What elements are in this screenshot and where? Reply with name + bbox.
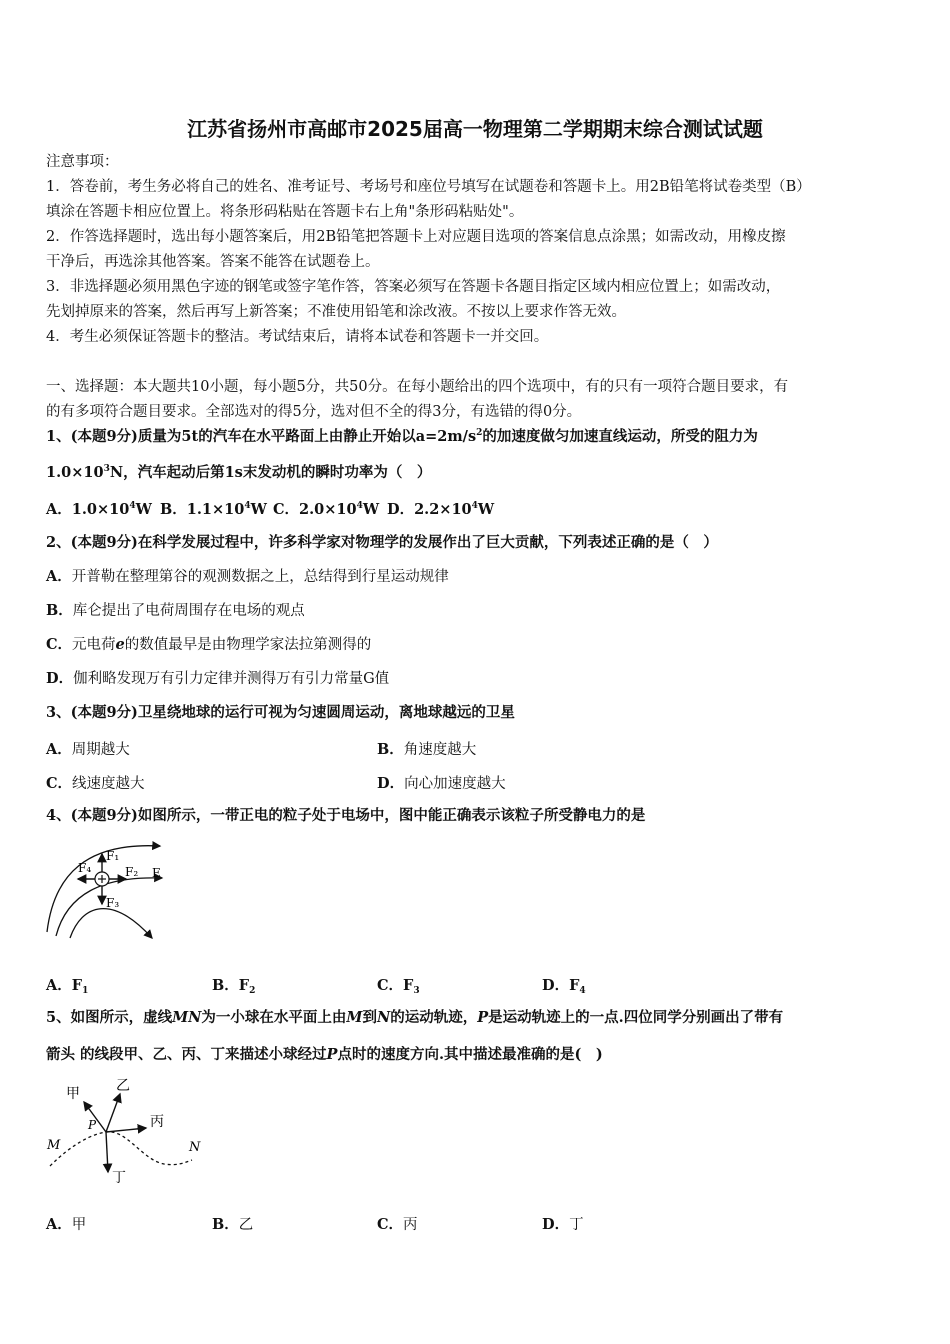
- question-5-stem-line2: 箭头 的线段甲、乙、丙、丁来描述小球经过P点时的速度方向.其中描述最准确的是( ): [46, 1046, 603, 1063]
- notice-line: 干净后，再选涂其他答案。答案不能答在试题卷上。: [46, 254, 380, 270]
- question-3-stem: 3、(本题9分)卫星绕地球的运行可视为匀速圆周运动，离地球越远的卫星: [46, 704, 515, 721]
- notice-line: 先划掉原来的答案，然后再写上新答案；不准使用铅笔和涂改液。不按以上要求作答无效。: [46, 304, 626, 320]
- question-4-option-d[interactable]: D．$F_4$: [542, 977, 586, 996]
- question-2-option-d[interactable]: D．伽利略发现万有引力定律并测得万有引力常量G值: [46, 670, 390, 687]
- question-3-option-c[interactable]: C．线速度越大: [46, 775, 145, 792]
- notice-line: 2．作答选择题时，选出每小题答案后，用2B铅笔把答题卡上对应题目选项的答案信息点涂黑；如需改动，用橡皮擦: [46, 229, 786, 245]
- label-m: M: [47, 1138, 61, 1153]
- field-line: [70, 909, 152, 938]
- field-line: [47, 846, 160, 932]
- arrow-bing: [106, 1128, 146, 1132]
- trajectory-curve: [50, 1132, 192, 1166]
- label-f4: F₄: [78, 861, 92, 875]
- question-5-stem: 5、如图所示，虚线MN为一小球在水平面上由M到N的运动轨迹，P是运动轨迹上的一点.四位同学分别画出了带有: [46, 1009, 784, 1026]
- question-1-option-a[interactable]: A．$1.0\times 10^4W$: [46, 501, 152, 518]
- question-4-option-b[interactable]: B．$F_2$: [212, 977, 256, 996]
- label-p: P: [88, 1118, 97, 1132]
- label-n: N: [189, 1140, 201, 1155]
- question-4-stem: 4、(本题9分)如图所示，一带正电的粒子处于电场中，图中能正确表示该粒子所受静电力的是: [46, 807, 646, 824]
- electric-field-figure: [42, 834, 172, 944]
- question-3-option-a[interactable]: A．周期越大: [46, 741, 130, 758]
- label-f3: F₃: [106, 896, 120, 910]
- question-5-option-c[interactable]: C．丙: [377, 1216, 418, 1233]
- question-5-option-a[interactable]: A．甲: [46, 1216, 87, 1233]
- question-2-option-a[interactable]: A．开普勒在整理第谷的观测数据之上，总结得到行星运动规律: [46, 568, 449, 585]
- question-4-option-c[interactable]: C．$F_3$: [377, 977, 420, 996]
- label-e: E: [152, 866, 161, 880]
- question-4-option-a[interactable]: A．$F_1$: [46, 977, 89, 996]
- notice-heading: 注意事项：: [46, 154, 119, 170]
- label-f1: F₁: [106, 849, 120, 863]
- notice-line: 3．非选择题必须用黑色字迹的钢笔或签字笔作答，答案必须写在答题卡各题目指定区域内相应位置上；如需改动，: [46, 279, 781, 295]
- trajectory-figure: [42, 1074, 212, 1189]
- label-ding: 丁: [112, 1170, 126, 1186]
- label-jia: 甲: [66, 1086, 80, 1102]
- question-3-option-d[interactable]: D．向心加速度越大: [377, 775, 506, 792]
- page-title: 江苏省扬州市高邮市2025届高一物理第二学期期末综合测试试题: [187, 117, 763, 141]
- section-instruction: 的有多项符合题目要求。全部选对的得5分，选对但不全的得3分，有选错的得0分。: [46, 404, 582, 420]
- question-2-stem: 2、(本题9分)在科学发展过程中，许多科学家对物理学的发展作出了巨大贡献，下列表述正确的是（ ）: [46, 534, 718, 551]
- notice-line: 4．考生必须保证答题卡的整洁。考试结束后，请将本试卷和答题卡一并交回。: [46, 329, 549, 345]
- label-bing: 丙: [150, 1114, 164, 1130]
- question-5-option-b[interactable]: B．乙: [212, 1216, 254, 1233]
- question-5-option-d[interactable]: D．丁: [542, 1216, 584, 1233]
- question-1-option-b[interactable]: B．$1.1\times 10^4W$: [160, 501, 267, 518]
- question-1-option-c[interactable]: C．$2.0\times 10^4W$: [273, 501, 380, 518]
- question-3-option-b[interactable]: B．角速度越大: [377, 741, 477, 758]
- question-2-option-b[interactable]: B．库仑提出了电荷周围存在电场的观点: [46, 602, 305, 619]
- section-instruction: 一、选择题：本大题共10小题，每小题5分，共50分。在每小题给出的四个选项中，有的只有一项符合题目要求，有: [46, 379, 789, 395]
- question-1-stem: 1、(本题9分)质量为5t的汽车在水平路面上由静止开始以$a=2m/s^2$的加速度做匀加速直线运动，所受的阻力为: [46, 428, 758, 445]
- question-1-stem-line2: $1.0\times 10^3N$，汽车起动后第1s末发动机的瞬时功率为（ ）: [46, 464, 432, 481]
- notice-line: 填涂在答题卡相应位置上。将条形码粘贴在答题卡右上角"条形码粘贴处"。: [46, 204, 524, 220]
- label-yi: 乙: [116, 1078, 130, 1094]
- arrow-yi: [106, 1094, 120, 1132]
- notice-line: 1．答卷前，考生务必将自己的姓名、准考证号、考场号和座位号填写在试题卷和答题卡上。用2B铅笔将试卷类型（B）: [46, 179, 811, 195]
- label-f2: F₂: [125, 865, 139, 879]
- question-1-option-d[interactable]: D．$2.2\times 10^4W$: [387, 501, 495, 518]
- question-number: 1、: [46, 428, 71, 445]
- question-2-option-c[interactable]: C．元电荷e的数值最早是由物理学家法拉第测得的: [46, 636, 372, 653]
- arrow-ding: [106, 1132, 108, 1172]
